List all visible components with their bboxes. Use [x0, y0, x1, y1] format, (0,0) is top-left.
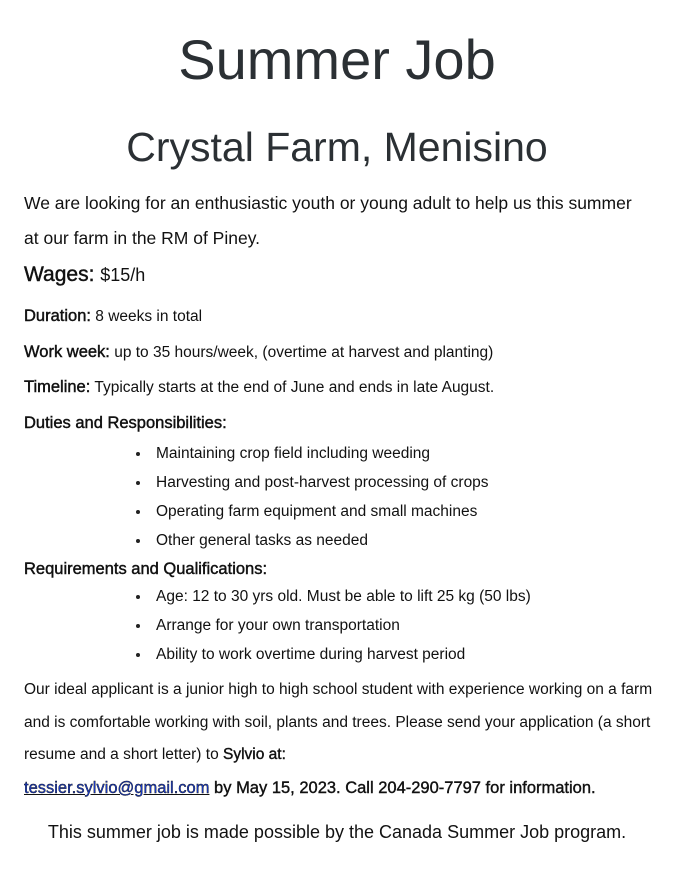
list-item: Maintaining crop field including weeding: [136, 439, 489, 468]
list-item: Arrange for your own transportation: [136, 611, 531, 640]
work-week-line: [24, 343, 654, 362]
page-subtitle: Crystal Farm, Menisino: [126, 124, 548, 170]
list-item: Ability to work overtime during harvest period: [136, 640, 531, 669]
requirements-list: [136, 582, 531, 669]
timeline-line: [24, 378, 654, 397]
contact-line: [24, 779, 664, 798]
page-title: Summer Job: [178, 28, 496, 91]
contact-name: Sylvio at:: [223, 746, 286, 763]
intro-paragraph: We are looking for an enthusiastic youth or young adult to help us this summer at our farm in the RM of Piney.: [24, 193, 632, 248]
duration-label: Duration:: [24, 307, 91, 325]
applicant-paragraph: [24, 674, 654, 772]
wages-label: Wages:: [24, 263, 95, 286]
applicant-text: Our ideal applicant is a junior high to high school student with experience working on a farm and is comfortable working with soil, plants and trees. Please send your application (a short resume and a short letter) to: [24, 681, 653, 763]
timeline-label: Timeline:: [24, 378, 91, 396]
list-item: Age: 12 to 30 yrs old. Must be able to lift 25 kg (50 lbs): [136, 582, 531, 611]
duration-line: [24, 307, 654, 326]
footer-note: This summer job is made possible by the Canada Summer Job program.: [47, 822, 627, 842]
contact-details: by May 15, 2023. Call 204-290-7797 for information.: [209, 779, 596, 797]
work-week-label: Work week:: [24, 343, 110, 361]
requirements-heading: Requirements and Qualifications:: [24, 560, 268, 578]
duties-heading: Duties and Responsibilities:: [24, 414, 227, 432]
list-item: Harvesting and post-harvest processing of crops: [136, 468, 489, 497]
wages-line: [24, 263, 654, 287]
duties-list: [136, 439, 489, 555]
work-week-value: up to 35 hours/week, (overtime at harvest and planting): [114, 344, 494, 361]
wages-value: $15/h: [100, 265, 146, 285]
list-item: Other general tasks as needed: [136, 526, 489, 555]
timeline-value: Typically starts at the end of June and ends in late August.: [94, 379, 495, 396]
list-item: Operating farm equipment and small machines: [136, 497, 489, 526]
duration-value: 8 weeks in total: [95, 308, 203, 325]
email-link[interactable]: tessier.sylvio@gmail.com: [24, 779, 210, 797]
